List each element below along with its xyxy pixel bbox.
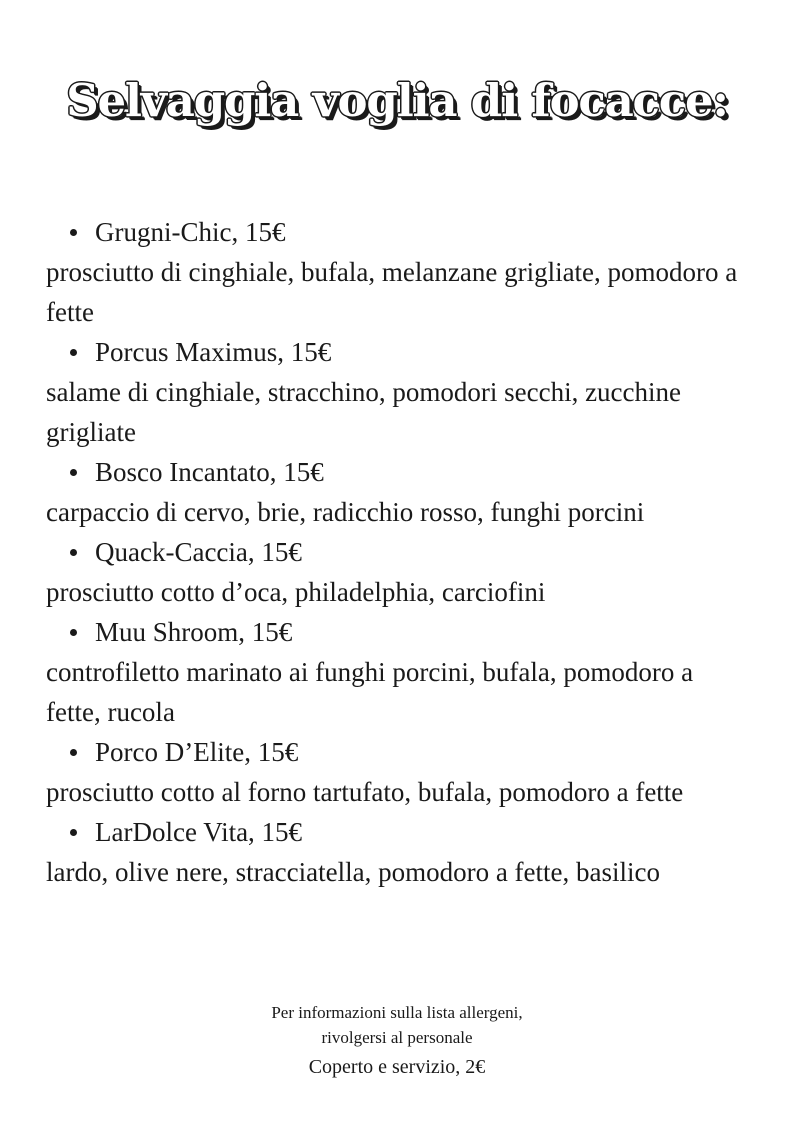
menu-item-name: Quack-Caccia, 15€ — [46, 532, 746, 572]
menu-item-name: Bosco Incantato, 15€ — [46, 452, 746, 492]
menu-item — [46, 452, 746, 532]
menu-item — [46, 612, 746, 732]
menu-item-description: prosciutto cotto d’oca, philadelphia, carciofini — [46, 577, 546, 607]
menu-item-name: Porcus Maximus, 15€ — [46, 332, 746, 372]
bullet-icon — [70, 549, 77, 556]
menu-title: Selvaggia voglia di focacce: — [66, 74, 728, 127]
footer — [0, 1000, 794, 1084]
cover-charge: Coperto e servizio, 2€ — [308, 1056, 486, 1078]
menu-item — [46, 812, 746, 892]
bullet-icon — [70, 229, 77, 236]
menu-item — [46, 732, 746, 812]
menu-item-description: controfiletto marinato ai funghi porcini, bufala, pomodoro a fette, rucola — [46, 657, 694, 727]
bullet-icon — [70, 829, 77, 836]
menu-item-name: Porco D’Elite, 15€ — [46, 732, 746, 772]
bullet-icon — [70, 629, 77, 636]
bullet-icon — [70, 349, 77, 356]
menu-item-description: prosciutto di cinghiale, bufala, melanzane grigliate, pomodoro a fette — [46, 257, 738, 327]
menu-item — [46, 532, 746, 612]
bullet-icon — [70, 749, 77, 756]
menu-item — [46, 212, 746, 332]
menu-item-description: prosciutto cotto al forno tartufato, bufala, pomodoro a fette — [46, 777, 684, 807]
menu-item-description: carpaccio di cervo, brie, radicchio rosso, funghi porcini — [46, 497, 645, 527]
menu-list — [46, 212, 746, 892]
menu-item-description: salame di cinghiale, stracchino, pomodori secchi, zucchine grigliate — [46, 377, 682, 447]
bullet-icon — [70, 469, 77, 476]
allergen-note-line-2: rivolgersi al personale — [321, 1028, 473, 1047]
menu-item-name: LarDolce Vita, 15€ — [46, 812, 746, 852]
allergen-note-line-1: Per informazioni sulla lista allergeni, — [271, 1003, 523, 1022]
menu-item-name: Muu Shroom, 15€ — [46, 612, 746, 652]
menu-item-name: Grugni-Chic, 15€ — [46, 212, 746, 252]
menu-item — [46, 332, 746, 452]
menu-item-description: lardo, olive nere, stracciatella, pomodoro a fette, basilico — [46, 857, 660, 887]
